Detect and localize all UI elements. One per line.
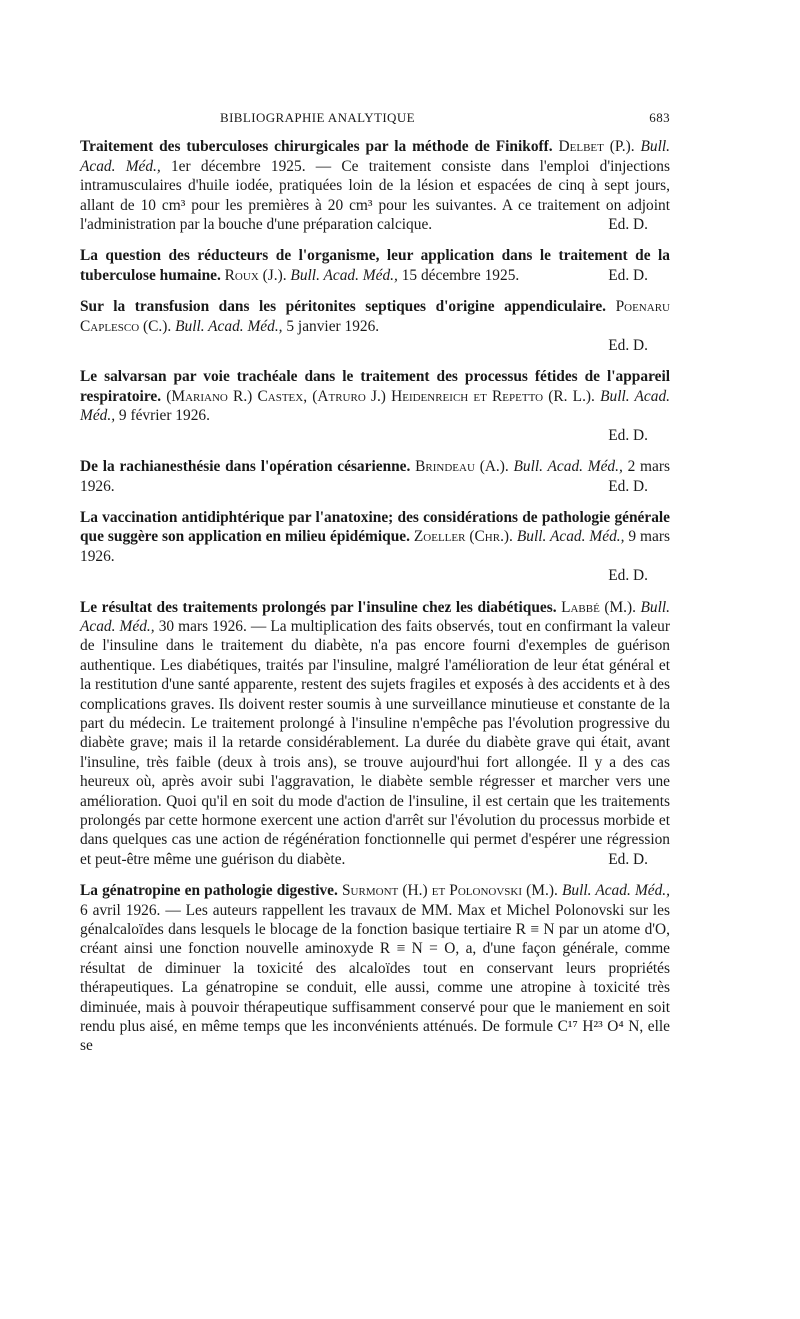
- entry-author: Poenaru Caplesco (C.).: [80, 298, 670, 335]
- entry-date: 9 février 1926.: [118, 407, 210, 425]
- entry-author: Zoeller (Chr.).: [413, 528, 513, 546]
- bibliography-entry: [80, 457, 670, 496]
- entry-title: Le résultat des traitements prolongés par l'insuline chez les diabétiques.: [80, 598, 557, 616]
- entry-date: 2 mars 1926.: [80, 458, 670, 495]
- entry-author: Brindeau (A.).: [415, 458, 509, 476]
- entry-author: (Mariano R.) Castex, (Atruro J.) Heidenreich et Repetto (R. L.).: [166, 387, 595, 405]
- entry-body: — La multiplication des faits observés, tout en confirmant la valeur de l'insuline dans le traitement du diabète, n'a pas encore fourni d'exemples de guérison authentique. Les diabétiques, traités par l'insuline, malgré l'amélioration de leur état général et la restitution d'une santé apparente, restent des sujets fragiles et exposés à des accidents et à des complications graves. Ils doivent rester soumis à une surveillance minutieuse et constante de la part du médecin. Le traitement prolongé à l'insuline n'empêche pas l'évolution progressive du diabète grave; mais il la retarde considérablement. La durée du diabète grave qui était, avant l'insuline, très faible (deux à trois ans), se trouve aujourd'hui fort allongée. Il y a des cas heureux où, après avoir subi l'aggravation, le diabète semble régresser et marcher vers une amélioration. Quoi qu'il en soit du mode d'action de l'insuline, il est certain que les traitements prolongés par cette hormone exercent une action d'arrêt sur l'évolution du processus morbide et dans quelques cas une action de régénération fonctionnelle qui permet d'espérer une régression et peut-être même une guérison du diabète.: [80, 617, 670, 868]
- page-number: 683: [649, 110, 670, 125]
- entry-date: 5 janvier 1926.: [286, 317, 380, 335]
- entry-journal: Bull. Acad. Méd.,: [561, 882, 670, 900]
- page: [80, 108, 670, 1068]
- entry-body: — Les auteurs rappellent les travaux de MM. Max et Michel Polonovski sur les génalcaloïdes dans lesquels le blocage de la fonction basique tertiaire R ≡ N par un atome d'O, créant ainsi une fonction nouvelle aminoxyde R ≡ N = O, a, d'une façon générale, comme résultat de diminuer la toxicité des alcaloïdes tout en conservant leurs propriétés thérapeutiques. La génatropine se conduit, elle aussi, comme une atropine à toxicité très diminuée, mais à pouvoir thérapeutique suffisamment conservé pour que le maniement en soit rendu plus aisé, en même temps que les inconvénients atténués. De formule C¹⁷ H²³ O⁴ N, elle se: [80, 901, 670, 1055]
- entry-signature: Ed. D.: [608, 477, 648, 495]
- entry-title: Traitement des tuberculoses chirurgicales par la méthode de Finikoff.: [80, 138, 553, 156]
- entry-signature: Ed. D.: [608, 337, 648, 355]
- entry-journal: Bull. Acad. Méd.,: [80, 387, 670, 425]
- entry-title: La question des réducteurs de l'organisme, leur application dans le traitement de la tuberculose humaine.: [80, 247, 670, 284]
- entry-date: 9 mars 1926.: [80, 528, 670, 565]
- entry-title: La génatropine en pathologie digestive.: [80, 882, 338, 900]
- entry-signature: Ed. D.: [608, 426, 648, 444]
- bibliography-entry: [80, 246, 670, 285]
- bibliography-entry: [80, 367, 670, 445]
- entry-date: 1er décembre 1925.: [170, 157, 306, 175]
- entry-signature: Ed. D.: [608, 266, 648, 284]
- bibliography-entry: [80, 297, 670, 355]
- bibliography-entry: [80, 881, 670, 1056]
- entry-signature: Ed. D.: [608, 216, 648, 234]
- entry-journal: Bull. Acad. Méd.,: [80, 598, 670, 635]
- bibliography-entry: [80, 598, 670, 870]
- entry-journal: Bull. Acad. Méd.,: [290, 266, 398, 284]
- entry-signature: Ed. D.: [608, 850, 648, 868]
- entry-author: Roux (J.).: [224, 266, 287, 284]
- entry-date: 15 décembre 1925.: [401, 266, 520, 284]
- entry-title: La vaccination antidiphtérique par l'anatoxine; des considérations de pathologie générale que suggère son application en milieu épidémique.: [80, 508, 670, 546]
- entry-journal: Bull. Acad. Méd.,: [80, 138, 670, 175]
- entry-date: 30 mars 1926.: [158, 617, 247, 635]
- entry-author: Surmont (H.) et Polonovski (M.).: [342, 882, 558, 900]
- entry-author: Labbé (M.).: [561, 598, 636, 616]
- entry-title: Sur la transfusion dans les péritonites septiques d'origine appendiculaire.: [80, 298, 607, 316]
- entry-title: De la rachianesthésie dans l'opération césarienne.: [80, 458, 411, 476]
- bibliography-entry: [80, 508, 670, 586]
- entry-journal: Bull. Acad. Méd.,: [175, 317, 283, 335]
- entry-author: Delbet (P.).: [558, 138, 635, 156]
- running-header: [80, 108, 670, 127]
- entry-journal: Bull. Acad. Méd.,: [513, 458, 623, 476]
- bibliography-entry: [80, 137, 670, 234]
- entry-signature: Ed. D.: [608, 567, 648, 585]
- entry-journal: Bull. Acad. Méd.,: [516, 528, 625, 546]
- entry-title: Le salvarsan par voie trachéale dans le traitement des processus fétides de l'appareil respiratoire.: [80, 368, 670, 405]
- entry-date: 6 avril 1926.: [80, 901, 161, 919]
- running-title: BIBLIOGRAPHIE ANALYTIQUE: [220, 110, 415, 125]
- entry-body: — Ce traitement consiste dans l'emploi d'injections intramusculaires d'huile iodée, pratiquées loin de la lésion et espacées de cinq à sept jours, allant de 10 cm³ pour les premières à 20 cm³ pour les suivantes. A ce traitement on adjoint l'administration par la bouche d'une préparation calcique.: [80, 157, 670, 234]
